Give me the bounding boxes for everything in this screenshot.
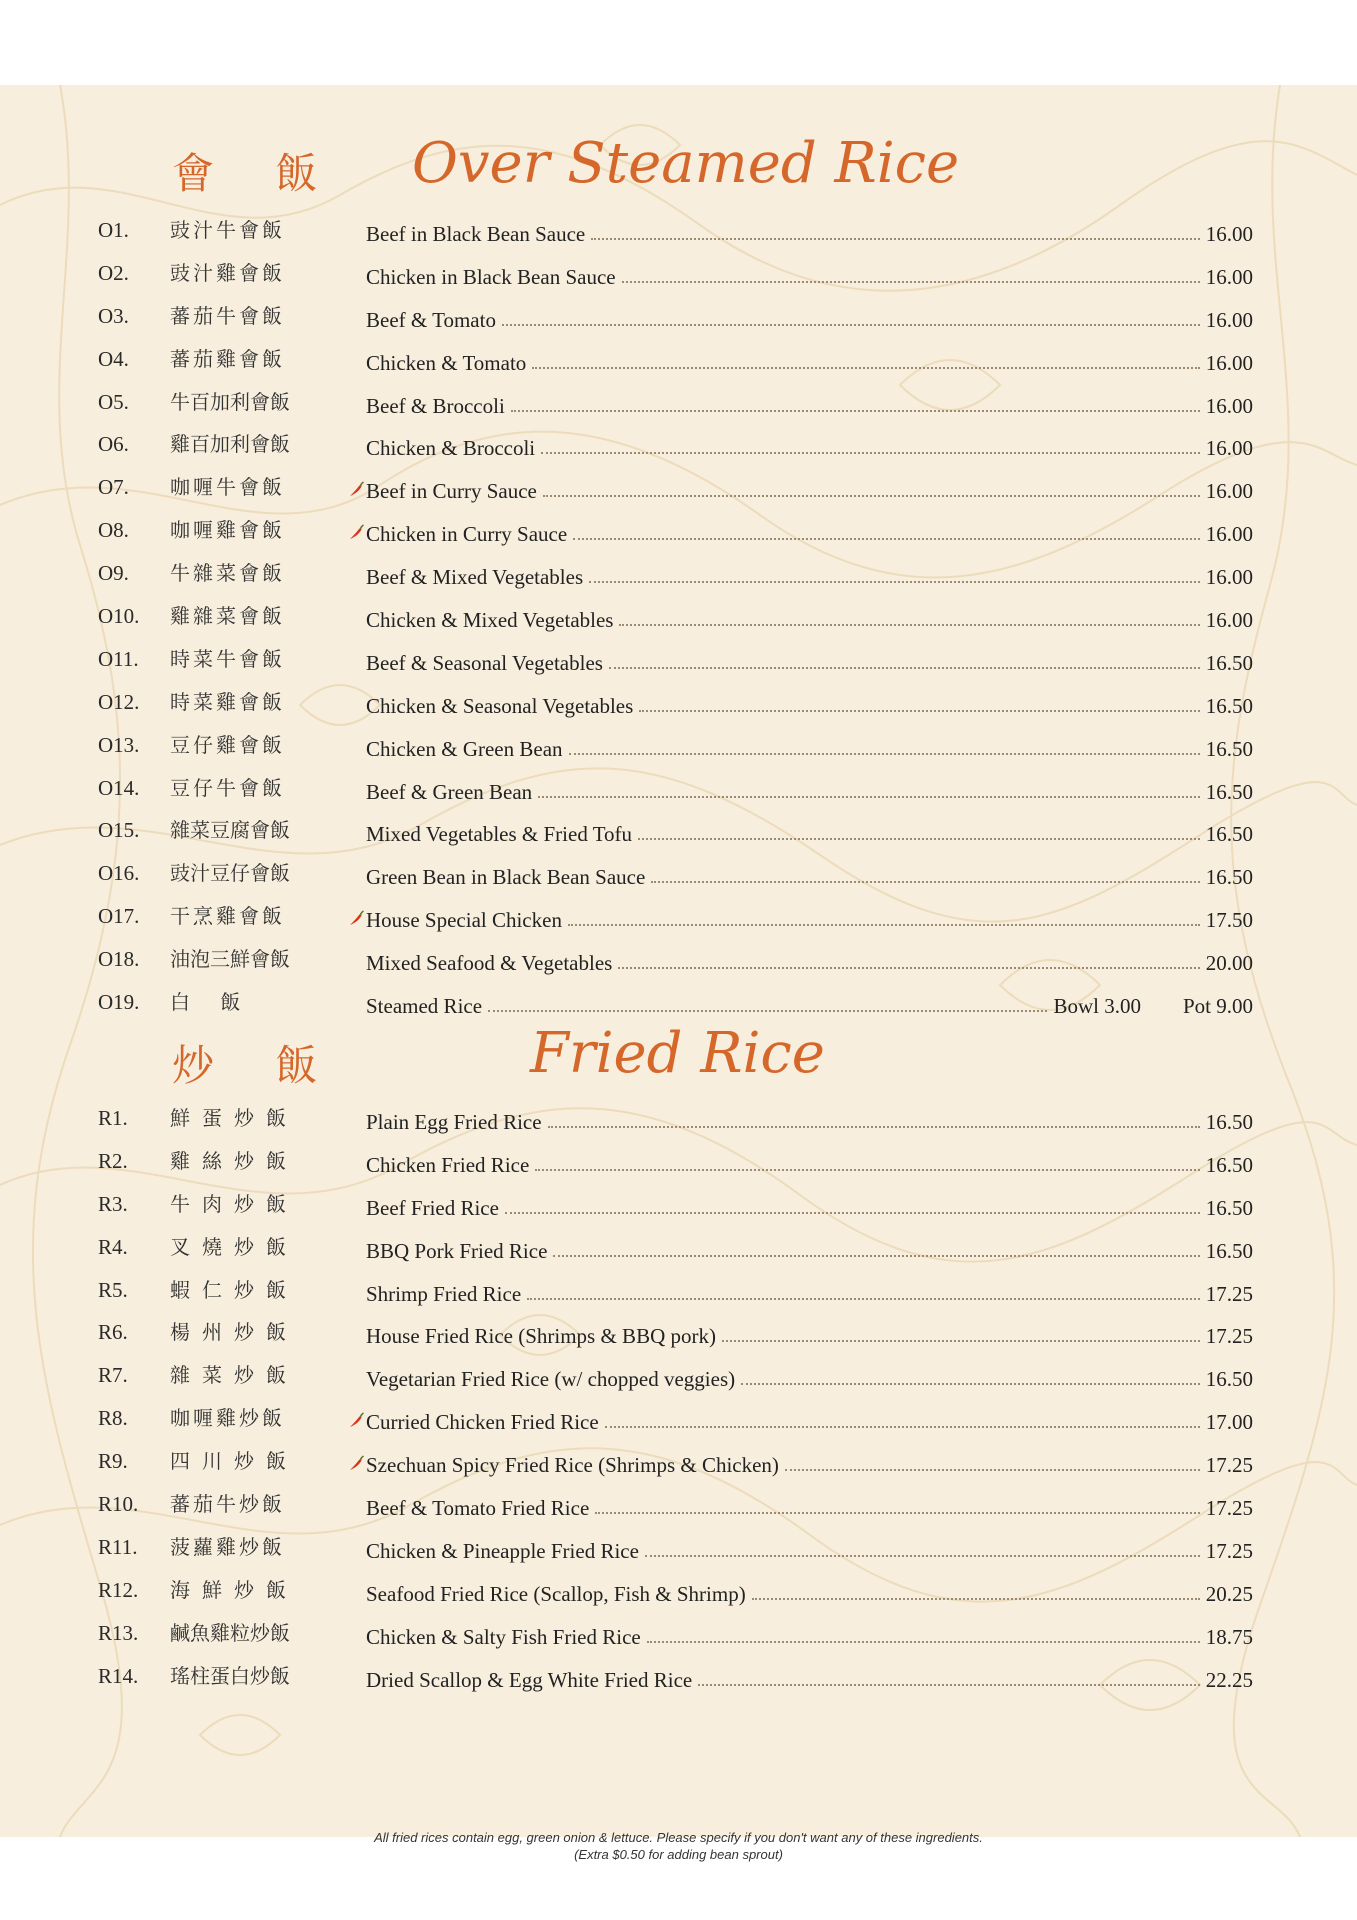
item-price: 16.50 bbox=[1205, 1110, 1253, 1134]
item-chinese-name: 豆仔牛會飯 bbox=[170, 775, 285, 800]
item-price: 16.50 bbox=[1205, 1367, 1253, 1392]
item-description-line bbox=[366, 474, 1253, 504]
chili-pepper-icon bbox=[347, 480, 363, 496]
menu-item-row bbox=[0, 554, 1357, 597]
item-chinese-name: 雜菜豆腐會飯 bbox=[170, 818, 290, 843]
fried-rice-header bbox=[0, 1021, 1357, 1095]
item-english-name: Vegetarian Fried Rice (w/ chopped veggies) bbox=[366, 1367, 736, 1392]
item-description-line bbox=[366, 1234, 1253, 1264]
item-code: O1. bbox=[98, 218, 129, 242]
item-code: O14. bbox=[98, 775, 140, 800]
item-code: O7. bbox=[98, 475, 129, 500]
item-price: 17.25 bbox=[1205, 1496, 1253, 1521]
item-english-name: Beef & Seasonal Vegetables bbox=[366, 650, 603, 675]
item-chinese-name: 豉汁雞會飯 bbox=[170, 260, 285, 285]
menu-item-row bbox=[0, 1142, 1357, 1185]
dot-leader bbox=[722, 1340, 1200, 1342]
item-description-line bbox=[366, 1405, 1253, 1435]
item-price: 17.50 bbox=[1205, 908, 1253, 933]
item-price: 17.25 bbox=[1205, 1324, 1253, 1349]
item-description-line bbox=[366, 389, 1253, 419]
item-price: 17.25 bbox=[1205, 1453, 1253, 1478]
menu-item-row bbox=[0, 1657, 1357, 1700]
menu-item-row bbox=[0, 1614, 1357, 1657]
item-code: O19. bbox=[98, 990, 140, 1015]
chili-pepper-icon bbox=[347, 909, 363, 925]
dot-leader bbox=[698, 1684, 1200, 1686]
item-code: O13. bbox=[98, 732, 140, 757]
item-price: 16.00 bbox=[1205, 222, 1253, 246]
item-chinese-name: 豆仔雞會飯 bbox=[170, 732, 285, 757]
item-price: 16.50 bbox=[1205, 822, 1253, 847]
item-chinese-name: 鹹魚雞粒炒飯 bbox=[170, 1620, 290, 1645]
item-description-line bbox=[366, 303, 1253, 333]
item-price: 16.00 bbox=[1205, 479, 1253, 504]
item-chinese-name: 楊州炒飯 bbox=[170, 1320, 298, 1345]
dot-leader bbox=[639, 710, 1199, 712]
item-english-name: Beef in Curry Sauce bbox=[366, 479, 537, 504]
item-price: 16.00 bbox=[1205, 264, 1253, 289]
item-code: O18. bbox=[98, 947, 140, 972]
item-description-line bbox=[366, 1448, 1253, 1478]
menu-item-row bbox=[0, 897, 1357, 940]
item-description-line bbox=[366, 1148, 1253, 1178]
item-code: O9. bbox=[98, 561, 129, 586]
dot-leader bbox=[605, 1426, 1200, 1428]
item-chinese-name: 叉燒炒飯 bbox=[170, 1234, 298, 1259]
menu-item-row bbox=[0, 1399, 1357, 1442]
item-description-line bbox=[366, 817, 1253, 847]
dot-leader bbox=[618, 967, 1199, 969]
item-description-line bbox=[366, 1620, 1253, 1650]
item-description-line bbox=[366, 1534, 1253, 1564]
item-description-line bbox=[366, 946, 1253, 976]
menu-panel bbox=[0, 85, 1357, 1862]
item-english-name: Shrimp Fried Rice bbox=[366, 1281, 522, 1306]
item-english-name: Szechuan Spicy Fried Rice (Shrimps & Chicken) bbox=[366, 1453, 779, 1478]
item-price: 16.00 bbox=[1205, 565, 1253, 590]
dot-leader bbox=[591, 238, 1200, 240]
item-chinese-name: 咖喱牛會飯 bbox=[170, 475, 285, 500]
chili-pepper-icon bbox=[347, 523, 363, 539]
item-chinese-name: 雞絲炒飯 bbox=[170, 1148, 298, 1173]
item-chinese-name: 時菜雞會飯 bbox=[170, 689, 285, 714]
item-english-name: Chicken in Black Bean Sauce bbox=[366, 264, 616, 289]
dot-leader bbox=[532, 367, 1199, 369]
item-english-name: House Special Chicken bbox=[366, 908, 562, 933]
menu-item-row bbox=[0, 468, 1357, 511]
dot-leader bbox=[527, 1298, 1200, 1300]
item-chinese-name: 牛雜菜會飯 bbox=[170, 561, 285, 586]
dot-leader bbox=[573, 538, 1200, 540]
item-chinese-name: 蕃茄牛會飯 bbox=[170, 303, 285, 328]
dot-leader bbox=[622, 281, 1200, 283]
item-price: 16.50 bbox=[1205, 865, 1253, 890]
footnote-line-1: All fried rices contain egg, green onion & lettuce. Please specify if you don't want any of these ingredients. bbox=[374, 1830, 983, 1845]
item-english-name: Beef & Tomato Fried Rice bbox=[366, 1496, 590, 1521]
item-chinese-name: 牛肉炒飯 bbox=[170, 1191, 298, 1216]
item-chinese-name: 瑤柱蛋白炒飯 bbox=[170, 1663, 290, 1688]
item-english-name: Green Bean in Black Bean Sauce bbox=[366, 865, 646, 890]
item-price: 16.00 bbox=[1205, 307, 1253, 332]
item-code: O11. bbox=[98, 646, 139, 671]
item-price: 17.00 bbox=[1205, 1410, 1253, 1435]
item-chinese-name: 雞雜菜會飯 bbox=[170, 604, 285, 629]
dot-leader bbox=[785, 1469, 1200, 1471]
item-chinese-name: 蕃茄雞會飯 bbox=[170, 346, 285, 371]
steamed-rice-title-en: Over Steamed Rice bbox=[412, 131, 960, 196]
item-code: O2. bbox=[98, 260, 129, 285]
dot-leader bbox=[752, 1598, 1200, 1600]
item-price: 16.50 bbox=[1205, 1238, 1253, 1263]
item-description-line bbox=[366, 989, 1253, 1019]
dot-leader bbox=[541, 452, 1200, 454]
item-description-line bbox=[366, 732, 1253, 762]
item-price: 16.00 bbox=[1205, 522, 1253, 547]
item-price: 20.25 bbox=[1205, 1581, 1253, 1606]
menu-item-row bbox=[0, 769, 1357, 812]
item-chinese-name: 油泡三鮮會飯 bbox=[170, 947, 290, 972]
item-chinese-name: 豉汁牛會飯 bbox=[170, 218, 285, 242]
item-chinese-name: 雜菜炒飯 bbox=[170, 1363, 298, 1388]
item-price: 17.25 bbox=[1205, 1281, 1253, 1306]
item-description-line bbox=[366, 646, 1253, 676]
dot-leader bbox=[589, 581, 1200, 583]
menu-item-row bbox=[0, 597, 1357, 640]
steamed-rice-title-cn: 會 飯 bbox=[172, 149, 342, 198]
dot-leader bbox=[569, 753, 1200, 755]
item-english-name: Dried Scallop & Egg White Fried Rice bbox=[366, 1667, 693, 1692]
fried-rice-title-cn: 炒 飯 bbox=[172, 1041, 342, 1090]
item-description-line bbox=[366, 560, 1253, 590]
item-description-line bbox=[366, 431, 1253, 461]
menu-item-row bbox=[0, 297, 1357, 340]
item-price: 20.00 bbox=[1205, 951, 1253, 976]
menu-item-row bbox=[0, 640, 1357, 683]
item-english-name: Chicken & Green Bean bbox=[366, 736, 563, 761]
item-chinese-name: 時菜牛會飯 bbox=[170, 646, 285, 671]
item-english-name: Chicken & Mixed Vegetables bbox=[366, 608, 614, 633]
item-code: O5. bbox=[98, 389, 129, 414]
item-description-line bbox=[366, 217, 1253, 247]
item-description-line bbox=[366, 346, 1253, 376]
item-price: 16.50 bbox=[1205, 1195, 1253, 1220]
menu-item-row bbox=[0, 254, 1357, 297]
item-english-name: Beef & Tomato bbox=[366, 307, 496, 332]
footnote-line-2: (Extra $0.50 for adding bean sprout) bbox=[574, 1847, 783, 1862]
item-code: O17. bbox=[98, 904, 140, 929]
item-chinese-name: 蝦仁炒飯 bbox=[170, 1277, 298, 1302]
item-description-line bbox=[366, 1577, 1253, 1607]
dot-leader bbox=[548, 1126, 1200, 1128]
item-chinese-name: 豉汁豆仔會飯 bbox=[170, 861, 290, 886]
item-price: Bowl 3.00 bbox=[1053, 994, 1141, 1019]
item-description-line bbox=[366, 1105, 1253, 1135]
item-english-name: BBQ Pork Fried Rice bbox=[366, 1238, 548, 1263]
item-price: 17.25 bbox=[1205, 1538, 1253, 1563]
dot-leader bbox=[609, 667, 1200, 669]
dot-leader bbox=[505, 1212, 1200, 1214]
item-code: O15. bbox=[98, 818, 140, 843]
item-description-line bbox=[366, 1319, 1253, 1349]
menu-item-row bbox=[0, 683, 1357, 726]
item-price: 16.50 bbox=[1205, 1152, 1253, 1177]
item-english-name: House Fried Rice (Shrimps & BBQ pork) bbox=[366, 1324, 716, 1349]
item-english-name: Chicken & Seasonal Vegetables bbox=[366, 693, 634, 718]
item-price: 16.50 bbox=[1205, 736, 1253, 761]
menu-item-row bbox=[0, 340, 1357, 383]
dot-leader bbox=[535, 1169, 1199, 1171]
item-price: 16.00 bbox=[1205, 608, 1253, 633]
footnote bbox=[0, 1829, 1357, 1863]
menu-item-row bbox=[0, 1356, 1357, 1399]
menu-item-row bbox=[0, 511, 1357, 554]
item-code: O10. bbox=[98, 604, 140, 629]
menu-item-row bbox=[0, 983, 1357, 1026]
item-description-line bbox=[366, 860, 1253, 890]
item-english-name: Seafood Fried Rice (Scallop, Fish & Shrimp) bbox=[366, 1581, 746, 1606]
item-code: R12. bbox=[98, 1577, 139, 1602]
menu-item-row bbox=[0, 211, 1357, 254]
item-description-line bbox=[366, 1663, 1253, 1693]
item-code: O3. bbox=[98, 303, 129, 328]
item-price: 22.25 bbox=[1205, 1667, 1253, 1692]
item-code: R4. bbox=[98, 1234, 128, 1259]
item-code: R1. bbox=[98, 1106, 128, 1130]
dot-leader bbox=[511, 410, 1200, 412]
dot-leader bbox=[595, 1512, 1199, 1514]
menu-item-row bbox=[0, 726, 1357, 769]
dot-leader bbox=[488, 1010, 1047, 1012]
item-price: 16.00 bbox=[1205, 436, 1253, 461]
item-description-line bbox=[366, 775, 1253, 805]
item-description-line bbox=[366, 260, 1253, 290]
chili-pepper-icon bbox=[347, 1454, 363, 1470]
menu-item-row bbox=[0, 1442, 1357, 1485]
item-code: O4. bbox=[98, 346, 129, 371]
menu-item-row bbox=[0, 811, 1357, 854]
item-chinese-name: 白 飯 bbox=[170, 990, 253, 1015]
dot-leader bbox=[502, 324, 1200, 326]
item-chinese-name: 鮮蛋炒飯 bbox=[170, 1106, 298, 1130]
item-english-name: Mixed Vegetables & Fried Tofu bbox=[366, 822, 633, 847]
item-description-line bbox=[366, 689, 1253, 719]
item-chinese-name: 咖喱雞會飯 bbox=[170, 518, 285, 543]
item-english-name: Chicken & Broccoli bbox=[366, 436, 536, 461]
item-chinese-name: 干烹雞會飯 bbox=[170, 904, 285, 929]
item-price: 16.50 bbox=[1205, 650, 1253, 675]
item-english-name: Chicken in Curry Sauce bbox=[366, 522, 568, 547]
item-english-name: Beef in Black Bean Sauce bbox=[366, 222, 586, 246]
item-chinese-name: 蕃茄牛炒飯 bbox=[170, 1492, 285, 1517]
item-chinese-name: 菠蘿雞炒飯 bbox=[170, 1534, 285, 1559]
item-code: R10. bbox=[98, 1492, 139, 1517]
menu-item-row bbox=[0, 1185, 1357, 1228]
item-english-name: Steamed Rice bbox=[366, 994, 483, 1019]
dot-leader bbox=[619, 624, 1199, 626]
item-price: 16.50 bbox=[1205, 779, 1253, 804]
dot-leader bbox=[568, 924, 1200, 926]
steamed-rice-header bbox=[0, 131, 1357, 207]
item-description-line bbox=[366, 1277, 1253, 1307]
item-price: 16.00 bbox=[1205, 393, 1253, 418]
item-code: O6. bbox=[98, 432, 129, 457]
item-price-secondary: Pot 9.00 bbox=[1182, 994, 1253, 1019]
item-english-name: Chicken & Pineapple Fried Rice bbox=[366, 1538, 639, 1563]
item-price: 16.00 bbox=[1205, 350, 1253, 375]
item-chinese-name: 咖喱雞炒飯 bbox=[170, 1406, 285, 1431]
item-chinese-name: 牛百加利會飯 bbox=[170, 389, 290, 414]
dot-leader bbox=[553, 1255, 1199, 1257]
item-description-line bbox=[366, 903, 1253, 933]
steamed-rice-list bbox=[0, 211, 1357, 1026]
item-chinese-name: 海鮮炒飯 bbox=[170, 1577, 298, 1602]
item-english-name: Beef Fried Rice bbox=[366, 1195, 499, 1220]
item-code: R9. bbox=[98, 1449, 128, 1474]
item-code: R3. bbox=[98, 1191, 128, 1216]
menu-item-row bbox=[0, 1528, 1357, 1571]
menu-item-row bbox=[0, 1485, 1357, 1528]
menu-item-row bbox=[0, 425, 1357, 468]
menu-item-row bbox=[0, 1271, 1357, 1314]
fried-rice-title-en: Fried Rice bbox=[530, 1021, 825, 1086]
menu-item-row bbox=[0, 854, 1357, 897]
dot-leader bbox=[645, 1555, 1200, 1557]
item-english-name: Beef & Broccoli bbox=[366, 393, 505, 418]
item-description-line bbox=[366, 1362, 1253, 1392]
item-code: R14. bbox=[98, 1663, 139, 1688]
item-english-name: Chicken & Tomato bbox=[366, 350, 527, 375]
dot-leader bbox=[741, 1383, 1200, 1385]
dot-leader bbox=[543, 495, 1200, 497]
item-price: 18.75 bbox=[1205, 1624, 1253, 1649]
dot-leader bbox=[651, 881, 1199, 883]
item-code: O12. bbox=[98, 689, 140, 714]
dot-leader bbox=[638, 838, 1200, 840]
item-code: R8. bbox=[98, 1406, 128, 1431]
item-english-name: Beef & Mixed Vegetables bbox=[366, 565, 584, 590]
item-description-line bbox=[366, 517, 1253, 547]
item-english-name: Plain Egg Fried Rice bbox=[366, 1110, 542, 1134]
dot-leader bbox=[538, 796, 1200, 798]
item-english-name: Chicken & Salty Fish Fried Rice bbox=[366, 1624, 641, 1649]
item-code: R13. bbox=[98, 1620, 139, 1645]
menu-item-row bbox=[0, 1313, 1357, 1356]
item-english-name: Beef & Green Bean bbox=[366, 779, 533, 804]
item-code: R6. bbox=[98, 1320, 128, 1345]
item-description-line bbox=[366, 1491, 1253, 1521]
item-english-name: Curried Chicken Fried Rice bbox=[366, 1410, 599, 1435]
item-price: 16.50 bbox=[1205, 693, 1253, 718]
item-code: R7. bbox=[98, 1363, 128, 1388]
fried-rice-list bbox=[0, 1099, 1357, 1699]
item-code: R11. bbox=[98, 1534, 138, 1559]
item-english-name: Mixed Seafood & Vegetables bbox=[366, 951, 613, 976]
item-chinese-name: 四川炒飯 bbox=[170, 1449, 298, 1474]
item-code: R2. bbox=[98, 1148, 128, 1173]
chili-pepper-icon bbox=[347, 1411, 363, 1427]
menu-item-row bbox=[0, 383, 1357, 426]
item-description-line bbox=[366, 603, 1253, 633]
menu-item-row bbox=[0, 1571, 1357, 1614]
item-code: O16. bbox=[98, 861, 140, 886]
item-code: O8. bbox=[98, 518, 129, 543]
menu-item-row bbox=[0, 1228, 1357, 1271]
menu-item-row bbox=[0, 1099, 1357, 1142]
menu-item-row bbox=[0, 940, 1357, 983]
item-chinese-name: 雞百加利會飯 bbox=[170, 432, 290, 457]
item-code: R5. bbox=[98, 1277, 128, 1302]
dot-leader bbox=[647, 1641, 1200, 1643]
item-english-name: Chicken Fried Rice bbox=[366, 1152, 530, 1177]
item-description-line bbox=[366, 1191, 1253, 1221]
